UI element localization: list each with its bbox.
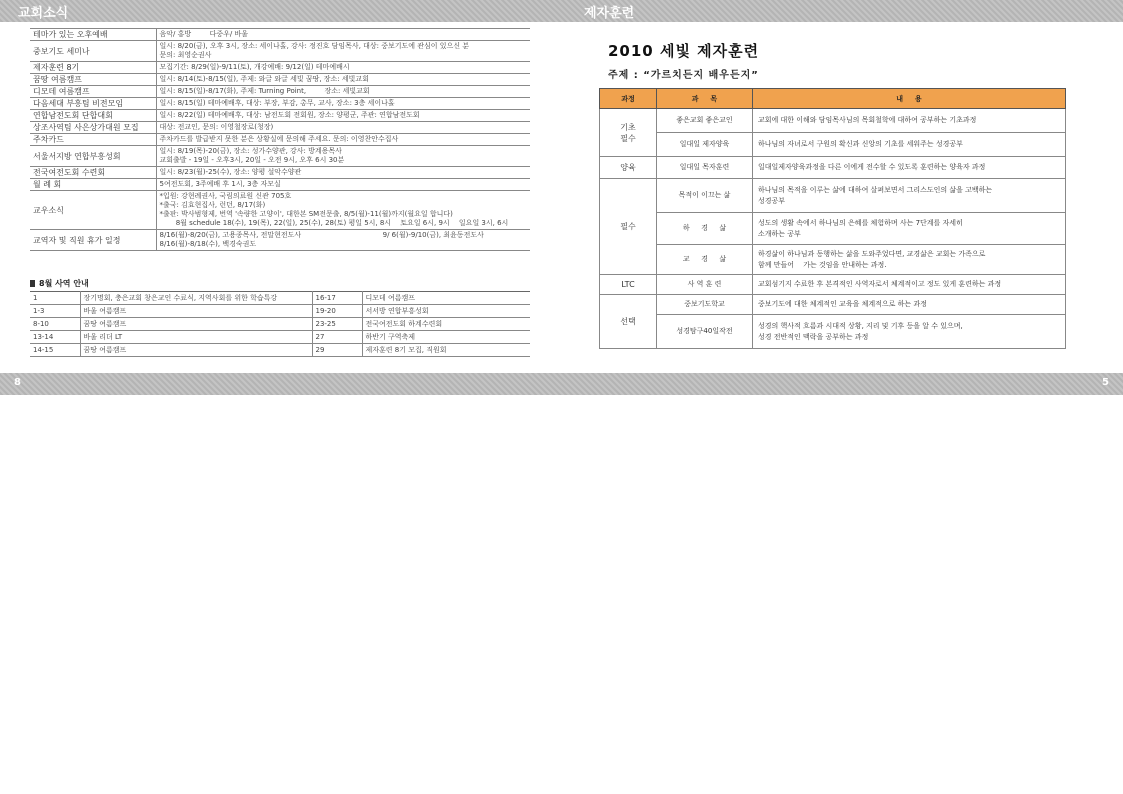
schedule-desc <box>156 74 530 86</box>
event-cell: 디모데 여름캠프 <box>362 292 530 305</box>
schedule-item: 전국여전도회 수련회 <box>30 167 156 179</box>
schedule-desc <box>156 179 530 191</box>
course-category-line: 필수 <box>620 222 636 231</box>
table-row <box>30 29 530 41</box>
column-header: 과 목 <box>657 89 753 109</box>
table-row <box>30 86 530 98</box>
table-row <box>30 62 530 74</box>
schedule-item: 다음세대 부흥팀 비전모임 <box>30 98 156 110</box>
square-bullet-icon <box>30 280 35 287</box>
table-row <box>600 213 1066 245</box>
course-category <box>600 295 657 349</box>
date-cell: 27 <box>312 331 362 344</box>
event-cell: 서서방 연합부흥성회 <box>362 305 530 318</box>
schedule-item: 주차카드 <box>30 134 156 146</box>
schedule-desc-line: 일시: 8/20(금), 오후 3시, 장소: 세이나홀, 강사: 정진호 담임목사, 대상: 중보기도에 관심이 있으신 분 <box>159 42 470 50</box>
date-cell: 1-3 <box>30 305 80 318</box>
table-row <box>30 41 530 62</box>
schedule-desc-line: 8/16(월)-8/18(수), 백경숙권도 <box>159 240 257 248</box>
event-cell: 바울 리더 LT <box>80 331 312 344</box>
column-header: 내 용 <box>753 89 1066 109</box>
date-cell: 29 <box>312 344 362 357</box>
right-page-number: 5 <box>1102 377 1109 388</box>
course-content <box>753 179 1066 213</box>
schedule-desc <box>156 146 530 167</box>
event-cell: 꿈땅 여름캠프 <box>80 318 312 331</box>
schedule-desc-line: *출국: 김효현집사, 런던, 8/17(화) <box>159 201 266 209</box>
schedule-item: 테마가 있는 오후예배 <box>30 29 156 41</box>
schedule-desc <box>156 98 530 110</box>
table-row <box>600 275 1066 295</box>
schedule-desc-line: *출판: 박사범형제, 번역 '속량한 고양이', 대한본 SM전문출, 8/5(월)-11(월)까지(월요일 합니다) <box>159 210 453 218</box>
date-cell: 8-10 <box>30 318 80 331</box>
schedule-desc-line: 일시: 8/15(일)-8/17(화), 주제: Turning Point, 장소: 세빛교회 <box>159 87 370 95</box>
table-row <box>30 318 530 331</box>
schedule-desc <box>156 122 530 134</box>
training-theme: 주제 : “가르치든지 배우든지” <box>608 70 759 81</box>
table-row <box>600 295 1066 315</box>
course-content <box>753 109 1066 133</box>
course-content-line: 중보기도에 대한 체계적인 교육을 체계적으로 하는 과정 <box>758 300 927 308</box>
event-cell: 꿈땅 여름캠프 <box>80 344 312 357</box>
table-row <box>30 305 530 318</box>
course-category-line: 선택 <box>620 317 636 326</box>
course-subject: 성경탐구40일작전 <box>657 315 753 349</box>
schedule-item: 서울서지방 연합부흥성회 <box>30 146 156 167</box>
course-category-line: LTC <box>621 280 635 289</box>
left-page-number: 8 <box>14 377 21 388</box>
course-subject: 일대일 목자훈련 <box>657 157 753 179</box>
schedule-desc <box>156 134 530 146</box>
course-content-line: 일대일제자양육과정을 다른 이에게 전수할 수 있도록 훈련하는 양육자 과정 <box>758 163 986 171</box>
training-curriculum-table <box>599 88 1066 349</box>
course-content <box>753 275 1066 295</box>
table-header-row <box>600 89 1066 109</box>
table-row <box>30 74 530 86</box>
course-content-line: 소개하는 공부 <box>758 229 801 238</box>
schedule-desc-line: 5여전도회, 3주예배 후 1시, 3층 자모실 <box>159 180 281 188</box>
schedule-item: 꿈땅 여름캠프 <box>30 74 156 86</box>
course-content-line: 성경공부 <box>758 196 786 205</box>
course-content-line: 성경 전반적인 맥락을 공부하는 과정 <box>758 332 869 341</box>
course-category <box>600 157 657 179</box>
event-cell: 제자훈련 8기 모집, 직원회 <box>362 344 530 357</box>
church-news-table <box>30 28 530 251</box>
course-subject: 일대일 제자양육 <box>657 133 753 157</box>
table-row <box>30 167 530 179</box>
schedule-desc <box>156 110 530 122</box>
table-row <box>30 98 530 110</box>
course-category-line: 양육 <box>620 163 636 172</box>
schedule-item: 연합남전도회 단합대회 <box>30 110 156 122</box>
table-row <box>30 146 530 167</box>
schedule-desc <box>156 41 530 62</box>
august-schedule-table <box>30 291 530 357</box>
schedule-desc-line: 일시: 8/19(목)-20(금), 장소: 성가수양관, 강사: 방계용목사 <box>159 147 342 155</box>
schedule-item: 제자훈련 8기 <box>30 62 156 74</box>
course-category-line: 기초 <box>620 122 636 132</box>
schedule-desc-line: 일시: 8/14(토)-8/15(일), 주제: 와글 와글 세빛 꿈땅, 장소: 세빛교회 <box>159 75 369 83</box>
schedule-desc-line: 대상: 전교인, 문의: 이영철장로(청장) <box>159 123 274 131</box>
schedule-item: 디모데 여름캠프 <box>30 86 156 98</box>
course-content-line: 하나님의 목적을 이루는 삶에 대하여 살펴보면서 그리스도인의 삶을 고백하는 <box>758 185 993 194</box>
schedule-desc-line: 8월 schedule 18(수), 19(목), 22(일), 25(수), 28(토) 평일 5시, 8시 토요일 6시, 9시 일요일 3시, 6시 <box>159 219 509 227</box>
course-subject: 중보기도학교 <box>657 295 753 315</box>
course-content <box>753 245 1066 275</box>
date-cell: 16-17 <box>312 292 362 305</box>
schedule-desc-line: 주차카드를 발급받지 못한 분은 상황실에 문의해 주세요. 문의: 이영찬안수집사 <box>159 135 399 143</box>
table-row <box>600 245 1066 275</box>
event-cell: 장기명회, 충은교회 창은교인 수료식, 지역사회를 위한 학습특강 <box>80 292 312 305</box>
table-row <box>600 157 1066 179</box>
table-row <box>30 230 530 251</box>
course-content-line: 성경의 핵사적 흐름과 시대적 상황, 지리 및 기후 등을 알 수 있으며, <box>758 321 963 330</box>
course-content-line: 교회에 대한 이해와 담임목사님의 목회철학에 대하여 공부하는 기초과정 <box>758 116 977 124</box>
schedule-desc <box>156 29 530 41</box>
course-content-line: 성도의 생활 속에서 하나님의 은혜를 체험하며 사는 7단계를 자세히 <box>758 218 963 227</box>
course-content <box>753 295 1066 315</box>
left-section-title: 교회소식 <box>18 6 69 21</box>
date-cell: 1 <box>30 292 80 305</box>
course-subject: 좋은교회 좋은교인 <box>657 109 753 133</box>
table-row <box>30 122 530 134</box>
bottom-footer-band <box>0 373 1123 395</box>
date-cell: 19-20 <box>312 305 362 318</box>
course-content <box>753 213 1066 245</box>
table-row <box>30 344 530 357</box>
table-row <box>30 191 530 230</box>
table-row <box>600 133 1066 157</box>
date-cell: 23-25 <box>312 318 362 331</box>
course-category-line: 필수 <box>620 133 636 143</box>
schedule-item: 월 례 회 <box>30 179 156 191</box>
schedule-desc-line: *입원: 강현례권사, 국림의료원 신관 705호 <box>159 192 292 200</box>
course-content <box>753 315 1066 349</box>
table-row <box>600 109 1066 133</box>
schedule-desc-line: 일시: 8/15(일) 테마예배후, 대상: 부장, 부감, 총무, 교사, 장소: 3층 세이나홀 <box>159 99 395 107</box>
table-row <box>30 110 530 122</box>
course-content <box>753 133 1066 157</box>
schedule-item: 중보기도 세미나 <box>30 41 156 62</box>
course-category <box>600 109 657 157</box>
august-ministry-heading: 8월 사역 안내 <box>30 278 89 289</box>
date-cell: 14-15 <box>30 344 80 357</box>
table-row <box>600 179 1066 213</box>
schedule-desc <box>156 86 530 98</box>
training-title: 2010 세빛 제자훈련 <box>608 42 760 60</box>
schedule-desc <box>156 62 530 74</box>
schedule-item: 교역자 및 직원 휴가 일정 <box>30 230 156 251</box>
course-content-line: 하경삶이 하나님과 동행하는 삶을 도와주었다면, 교경삶은 교회는 가족으로 <box>758 249 986 258</box>
table-row <box>30 292 530 305</box>
table-row <box>30 179 530 191</box>
course-category <box>600 275 657 295</box>
course-subject: 사 역 훈 련 <box>657 275 753 295</box>
table-row <box>600 315 1066 349</box>
schedule-item: 교우소식 <box>30 191 156 230</box>
table-row <box>30 134 530 146</box>
event-cell: 바울 여름캠프 <box>80 305 312 318</box>
schedule-desc-line: 일시: 8/22(일) 테마예배후, 대상: 남전도회 전회원, 장소: 양평군, 주관: 연합남전도회 <box>159 111 420 119</box>
course-content <box>753 157 1066 179</box>
course-subject: 목적이 이끄는 삶 <box>657 179 753 213</box>
schedule-desc <box>156 230 530 251</box>
schedule-desc <box>156 191 530 230</box>
schedule-item: 상조사역팀 사은상가대원 모집 <box>30 122 156 134</box>
schedule-desc-line: 음악/ 홍방 다중우/ 바울 <box>159 30 248 38</box>
schedule-desc <box>156 167 530 179</box>
schedule-desc-line: 교회출발 - 19일 - 오후3시, 20일 - 오전 9시, 오후 6시 30분 <box>159 156 345 164</box>
event-cell: 전국여전도회 하계수련회 <box>362 318 530 331</box>
event-cell: 하반기 구역축제 <box>362 331 530 344</box>
schedule-desc-line: 모집기간: 8/29(일)-9/11(토), 개강예배: 9/12(일) 테마예배시 <box>159 63 350 71</box>
course-subject: 하 경 삶 <box>657 213 753 245</box>
top-header-band <box>0 0 1123 22</box>
course-content-line: 교회섬기지 수료한 후 본격적인 사역자로서 체계적이고 정도 있게 훈련하는 과정 <box>758 280 1002 288</box>
column-header: 과정 <box>600 89 657 109</box>
date-cell: 13-14 <box>30 331 80 344</box>
course-content-line: 하나님의 자녀로서 구원의 확신과 신앙의 기초를 세워주는 성경공부 <box>758 140 963 148</box>
schedule-desc-line: 8/16(월)-8/20(금), 고용종목사, 전말현전도사 9/ 6(월)-9/10(금), 최윤동전도사 <box>159 231 484 239</box>
schedule-desc-line: 문의: 최영순권사 <box>159 51 212 59</box>
table-row <box>30 331 530 344</box>
course-category <box>600 179 657 275</box>
course-content-line: 함께 만들어 가는 것임을 안내하는 과정. <box>758 260 887 269</box>
course-subject: 교 경 삶 <box>657 245 753 275</box>
right-section-title: 제자훈련 <box>584 6 635 21</box>
schedule-desc-line: 일시: 8/23(월)-25(수), 장소: 양평 설악수양관 <box>159 168 302 176</box>
